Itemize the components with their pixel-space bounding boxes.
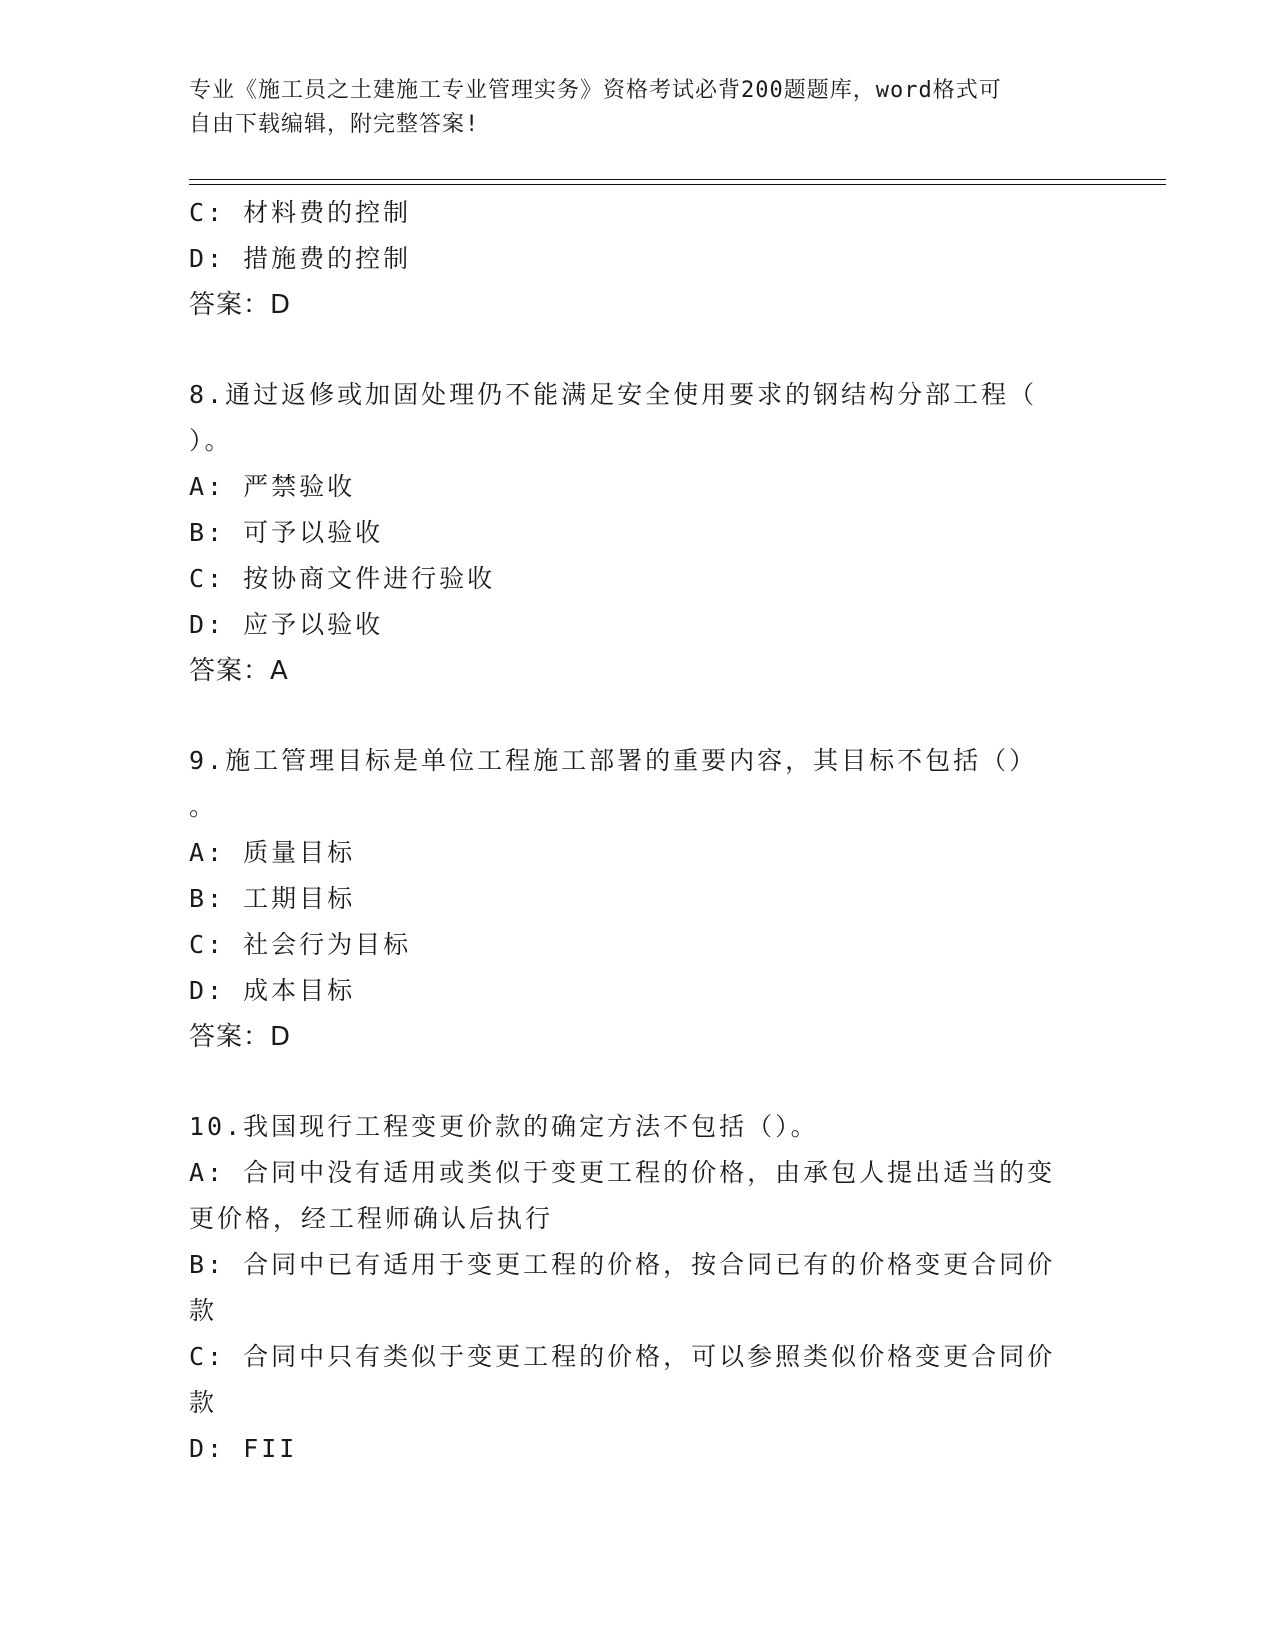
header-rule-top (189, 179, 1166, 180)
option-c: C: 按协商文件进行验收 (189, 564, 496, 593)
option-b-continued: 款 (189, 1296, 218, 1325)
option-a-continued: 更价格，经工程师确认后执行 (189, 1204, 554, 1233)
option-d: D: 应予以验收 (189, 610, 384, 639)
option-c: C: 材料费的控制 (189, 198, 412, 227)
header-rule-bottom (189, 184, 1166, 185)
question-stem: 10.我国现行工程变更价款的确定方法不包括（）。 (189, 1112, 819, 1141)
option-d: D: 措施费的控制 (189, 244, 412, 273)
question-7-tail (189, 190, 1089, 328)
option-a: A: 严禁验收 (189, 472, 356, 501)
option-c: C: 社会行为目标 (189, 930, 412, 959)
option-b: B: 合同中已有适用于变更工程的价格，按合同已有的价格变更合同价 (189, 1250, 1056, 1279)
question-stem: 9.施工管理目标是单位工程施工部署的重要内容，其目标不包括（） (189, 746, 1038, 775)
option-a: A: 质量目标 (189, 838, 356, 867)
header-line-1: 专业《施工员之土建施工专业管理实务》资格考试必背200题题库，word格式可 (189, 78, 1002, 103)
question-stem-continued: ）。 (189, 426, 233, 455)
question-stem: 8.通过返修或加固处理仍不能满足安全使用要求的钢结构分部工程（ (189, 380, 1038, 409)
option-d: D: FII (189, 1434, 298, 1463)
option-c-continued: 款 (189, 1388, 218, 1417)
question-stem-continued: 。 (189, 792, 218, 821)
answer-text: 答案：D (189, 290, 292, 320)
question-9 (189, 738, 1089, 1060)
option-b: B: 可予以验收 (189, 518, 384, 547)
option-a: A: 合同中没有适用或类似于变更工程的价格，由承包人提出适当的变 (189, 1158, 1056, 1187)
option-c: C: 合同中只有类似于变更工程的价格，可以参照类似价格变更合同价 (189, 1342, 1056, 1371)
question-list (189, 190, 1089, 1472)
option-b: B: 工期目标 (189, 884, 356, 913)
question-10 (189, 1104, 1089, 1472)
header-line-2: 自由下载编辑，附完整答案! (189, 112, 480, 137)
option-d: D: 成本目标 (189, 976, 356, 1005)
document-header (189, 74, 1069, 142)
question-8 (189, 372, 1089, 694)
answer-text: 答案：D (189, 1022, 292, 1052)
answer-text: 答案：A (189, 656, 289, 686)
